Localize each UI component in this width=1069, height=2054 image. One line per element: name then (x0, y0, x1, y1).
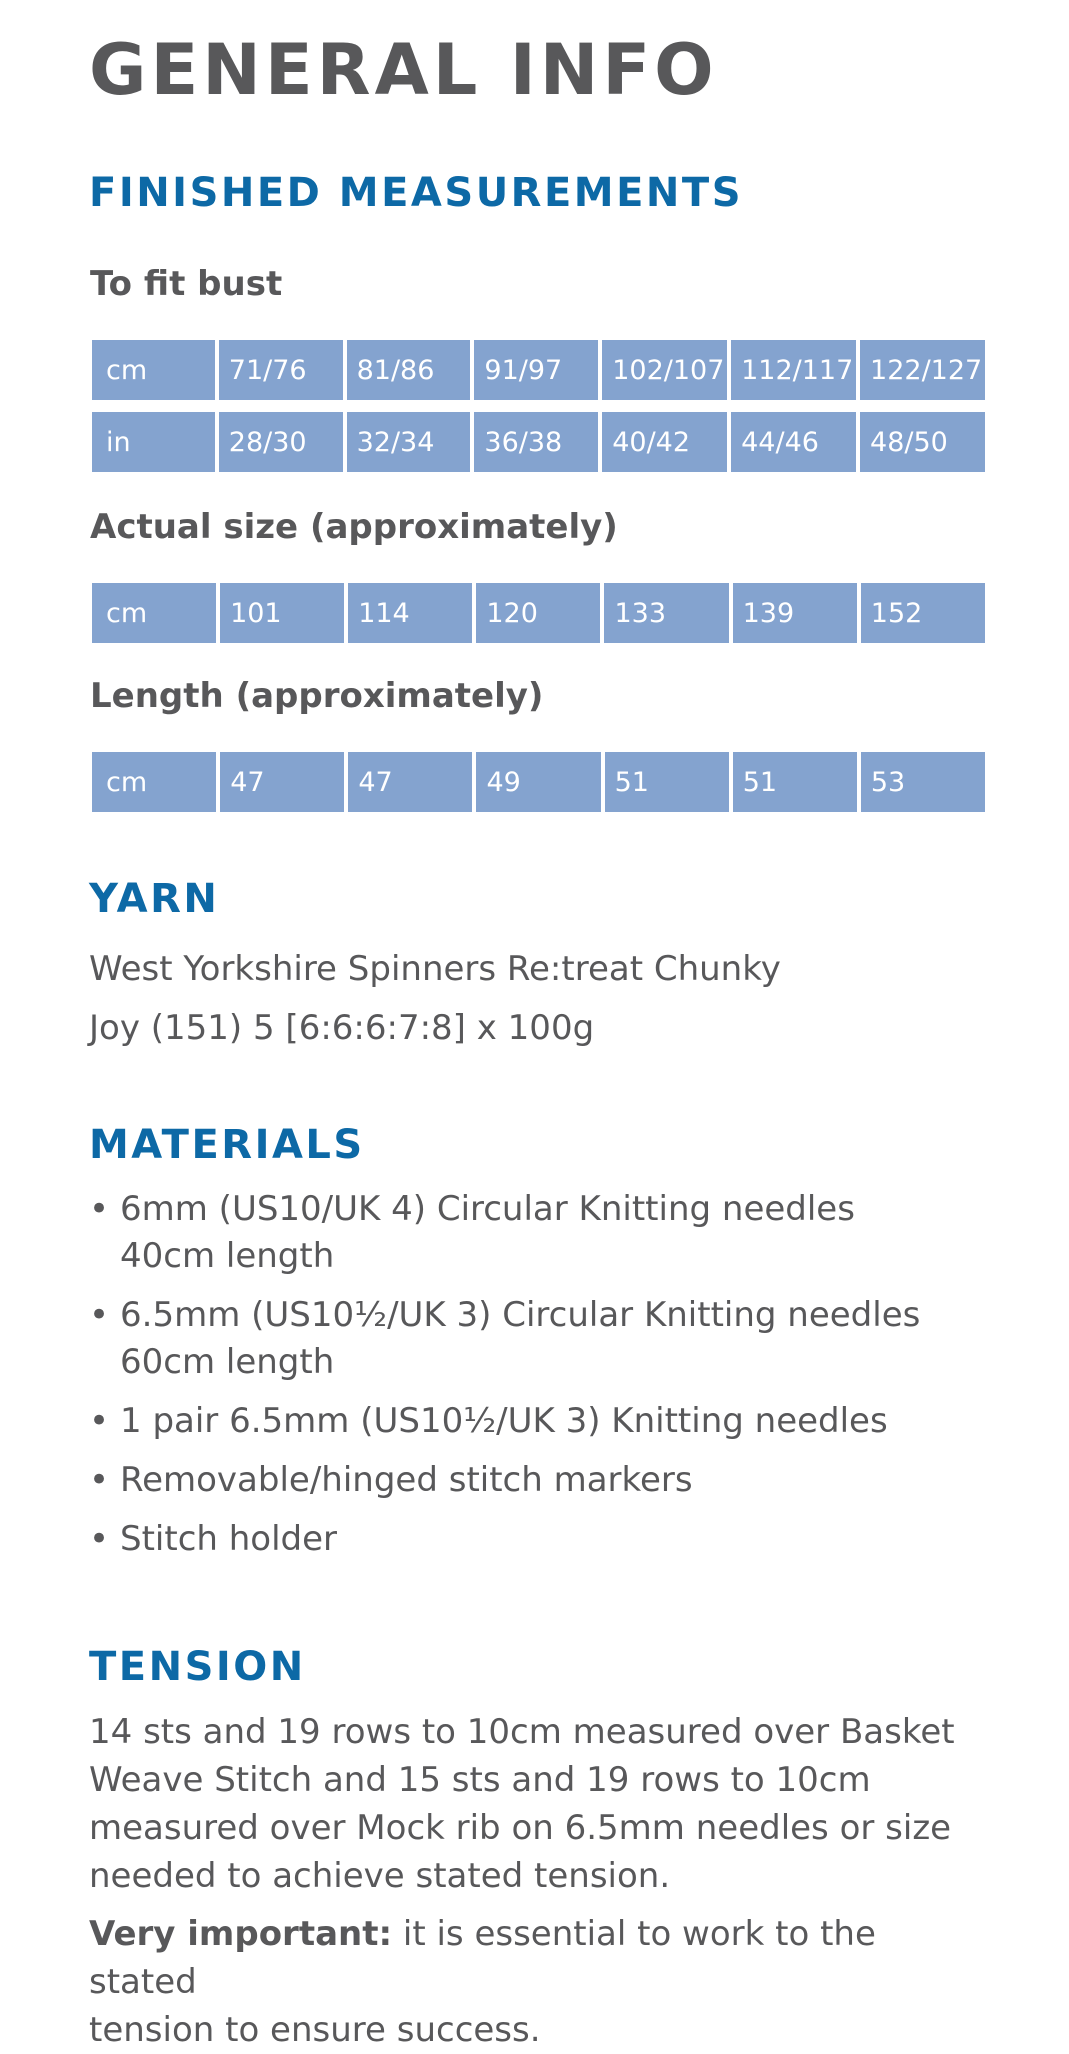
size-cell: 133 (604, 583, 728, 643)
to-fit-bust-table (88, 340, 989, 472)
finished-measurements-heading: FINISHED MEASUREMENTS (89, 170, 744, 216)
size-cell: 32/34 (347, 412, 471, 472)
size-cell: 40/42 (602, 412, 727, 472)
row-gap-cell (92, 400, 985, 412)
tension-line: measured over Mock rib on 6.5mm needles or size (89, 1808, 952, 1848)
unit-cell: cm (92, 340, 215, 400)
size-cell: 102/107 (602, 340, 727, 400)
yarn-line: Joy (151) 5 [6:6:6:7:8] x 100g (89, 1008, 595, 1048)
materials-list (89, 1186, 989, 1575)
materials-heading: MATERIALS (89, 1122, 365, 1168)
size-cell: 28/30 (219, 412, 343, 472)
yarn-description (89, 940, 989, 1058)
list-item (89, 1457, 989, 1504)
size-cell: 47 (348, 752, 472, 812)
table-row (92, 412, 985, 472)
list-item-text: 40cm length (120, 1236, 335, 1276)
list-item-text: 1 pair 6.5mm (US10½/UK 3) Knitting needles (120, 1401, 888, 1441)
table-row (92, 340, 985, 400)
size-cell: 71/76 (219, 340, 343, 400)
bullet: • (89, 1189, 110, 1229)
size-cell: 152 (861, 583, 985, 643)
yarn-heading: YARN (89, 876, 220, 922)
size-cell: 120 (476, 583, 600, 643)
size-cell: 36/38 (474, 412, 598, 472)
size-cell: 139 (733, 583, 857, 643)
size-cell: 114 (348, 583, 472, 643)
actual-size-label: Actual size (approximately) (90, 507, 618, 547)
bullet: • (89, 1401, 110, 1441)
to-fit-bust-label: To fit bust (90, 264, 283, 304)
table-row (92, 752, 985, 812)
list-item-text: 6mm (US10/UK 4) Circular Knitting needles (120, 1189, 855, 1229)
size-cell: 122/127 (860, 340, 985, 400)
tension-line: 14 sts and 19 rows to 10cm measured over Basket (89, 1712, 955, 1752)
bullet: • (89, 1295, 110, 1335)
length-table (88, 752, 989, 812)
important-text: tension to ensure success. (89, 2010, 541, 2050)
size-cell: 81/86 (347, 340, 471, 400)
tension-description (89, 1708, 989, 1900)
yarn-line: West Yorkshire Spinners Re:treat Chunky (89, 949, 781, 989)
list-item-text: 60cm length (120, 1342, 335, 1382)
tension-important-note (89, 1910, 989, 2054)
size-cell: 51 (605, 752, 729, 812)
bullet: • (89, 1460, 110, 1500)
unit-cell: in (92, 412, 215, 472)
actual-size-table (88, 583, 989, 643)
list-item (89, 1516, 989, 1563)
row-gap (92, 400, 985, 412)
table-row (92, 583, 985, 643)
tension-heading: TENSION (89, 1644, 306, 1690)
size-cell: 44/46 (731, 412, 856, 472)
length-label: Length (approximately) (90, 676, 544, 716)
size-cell: 49 (476, 752, 600, 812)
size-cell: 51 (733, 752, 857, 812)
list-item-text: 6.5mm (US10½/UK 3) Circular Knitting needles (120, 1295, 921, 1335)
tension-line: Weave Stitch and 15 sts and 19 rows to 10cm (89, 1760, 871, 1800)
important-text: it is essential to work to the stated (89, 1914, 876, 2002)
tension-line: needed to achieve stated tension. (89, 1856, 671, 1896)
list-item-text: Removable/hinged stitch markers (120, 1460, 693, 1500)
unit-cell: cm (92, 752, 216, 812)
bullet: • (89, 1519, 110, 1559)
list-item (89, 1292, 989, 1386)
size-cell: 47 (220, 752, 344, 812)
size-cell: 112/117 (731, 340, 856, 400)
list-item (89, 1398, 989, 1445)
size-cell: 48/50 (860, 412, 985, 472)
list-item-text: Stitch holder (120, 1519, 338, 1559)
unit-cell: cm (92, 583, 216, 643)
size-cell: 91/97 (474, 340, 598, 400)
list-item (89, 1186, 989, 1280)
important-label: Very important: (89, 1914, 393, 1954)
page-title: GENERAL INFO (89, 29, 718, 111)
size-cell: 101 (220, 583, 344, 643)
size-cell: 53 (861, 752, 985, 812)
